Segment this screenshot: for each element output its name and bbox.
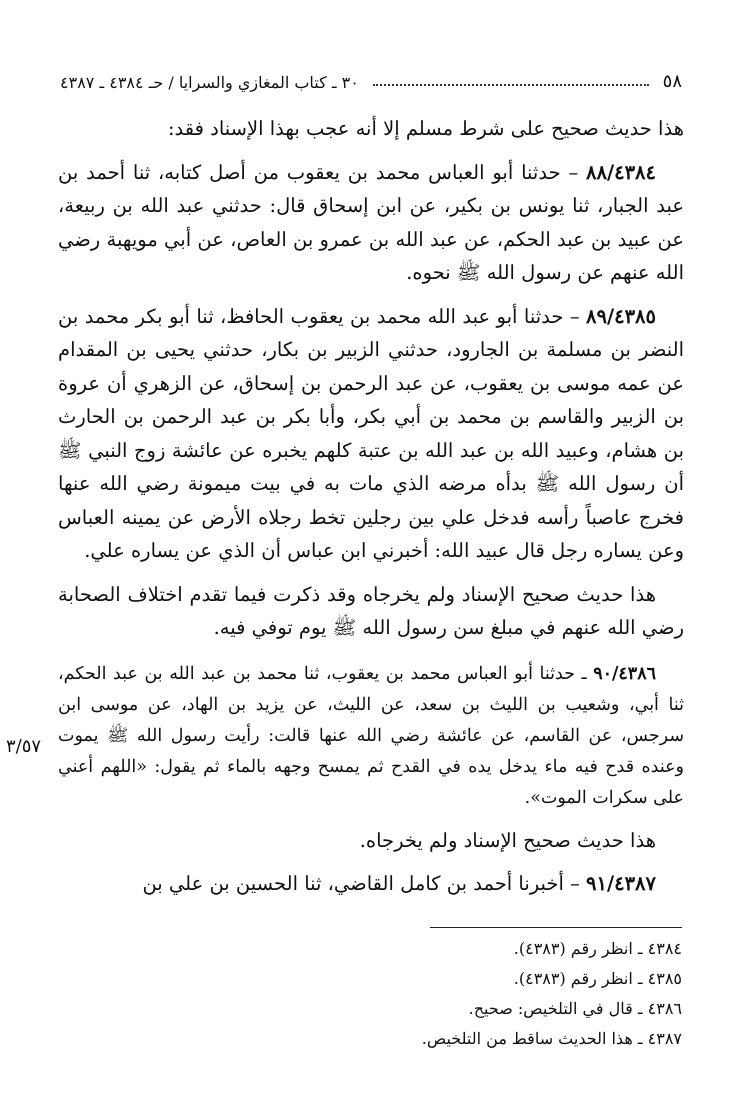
main-text — [58, 112, 684, 911]
hadith-number: ٩١/٤٣٨٧ — [586, 872, 656, 895]
hadith-4386 — [58, 659, 684, 814]
paragraph-text: – أخبرنا أحمد بن كامل القاضي، ثنا الحسين بن علي بن — [142, 872, 587, 895]
paragraph-text: هذا حديث صحيح على شرط مسلم إلا أنه عجب بهذا الإسناد فقد: — [167, 117, 684, 140]
page-header — [60, 64, 682, 92]
paragraph-text: ـ حدثنا أبو العباس محمد بن يعقوب، ثنا محمد بن عبد الله بن عبد الحكم، ثنا أبي، وشعيب بن الليث بن سعد، عن الليث، عن يزيد بن الهاد، عن موسى ابن سرجس، عن القاسم، عن عائشة رضي الله عنها قالت: رأيت رسول الله ﷺ يموت وعنده قدح فيه ماء يدخل يده في القدح ثم يمسح وجهه بالماء ثم يقول: «اللهم أعني على سكرات الموت». — [58, 663, 684, 808]
dotted-leader — [373, 84, 649, 86]
paragraph-text: هذا حديث صحيح الإسناد ولم يخرجاه. — [359, 828, 656, 852]
paragraph-text: – حدثنا أبو العباس محمد بن يعقوب من أصل كتابه، ثنا أحمد بن عبد الجبار، ثنا يونس بن بكير، عن ابن إسحاق قال: حدثني عبد الله بن ربيعة، عن عبيد بن عبد الحكم، عن عبد الله بن عمرو بن العاص، عن أبي مويهبة رضي الله عنهم عن رسول الله ﷺ نحوه. — [58, 160, 684, 284]
footnote-4387: ٤٣٨٧ ـ هذا الحديث ساقط من التلخيص. — [421, 1029, 682, 1048]
hadith-number: ٨٩/٤٣٨٥ — [586, 304, 656, 328]
hadith-4387 — [58, 867, 684, 901]
paragraph-0 — [58, 112, 684, 146]
hadith-4385 — [58, 300, 684, 568]
margin-reference: ٣/٥٧ — [6, 736, 42, 757]
footnote-divider — [430, 927, 682, 928]
footnote-4385: ٤٣٨٥ ـ انظر رقم (٤٣٨٣). — [513, 969, 682, 988]
footnote-4386: ٤٣٨٦ ـ قال في التلخيص: صحيح. — [468, 999, 682, 1018]
paragraph-5 — [58, 824, 684, 858]
footnotes — [262, 934, 682, 1054]
hadith-number: ٩٠/٤٣٨٦ — [593, 663, 656, 684]
paragraph-text: هذا حديث صحيح الإسناد ولم يخرجاه وقد ذكرت فيما تقدم اختلاف الصحابة رضي الله عنهم في مبلغ سن رسول الله ﷺ يوم توفي فيه. — [58, 582, 684, 639]
paragraph-3 — [58, 578, 684, 645]
paragraph-text: – حدثنا أبو عبد الله محمد بن يعقوب الحافظ، ثنا أبو بكر محمد بن النضر بن مسلمة بن الجارود، حدثني الزبير بن بكار، حدثني يحيى بن المقدام عن عمه موسى بن يعقوب، عن عبد الرحمن بن إسحاق، عن الزهري أن عروة بن الزبير والقاسم بن محمد بن أبي بكر، وأبا بكر بن عبد الرحمن بن الحارث بن هشام، وعبيد الله بن عبد الله بن عتبة كلهم يخبره عن عائشة زوج النبي ﷺ أن رسول الله ﷺ بدأه مرضه الذي مات به في بيت ميمونة رضي الله عنها فخرج عاصباً رأسه فدخل علي بين رجلين تخط رجلاه الأرض عن يمينه العباس وعن يساره رجل قال عبيد الله: أخبرني ابن عباس أن الذي عن يساره علي. — [58, 304, 684, 562]
hadith-number: ٨٨/٤٣٨٤ — [586, 160, 656, 184]
page-number: ٥٨ — [662, 71, 682, 92]
footnote-4384: ٤٣٨٤ ـ انظر رقم (٤٣٨٣). — [513, 939, 682, 958]
hadith-4384 — [58, 156, 684, 290]
running-title: ٣٠ ـ كتاب المغازي والسرايا / حـ ٤٣٨٤ ـ ٤٣٨٧ — [60, 73, 359, 92]
